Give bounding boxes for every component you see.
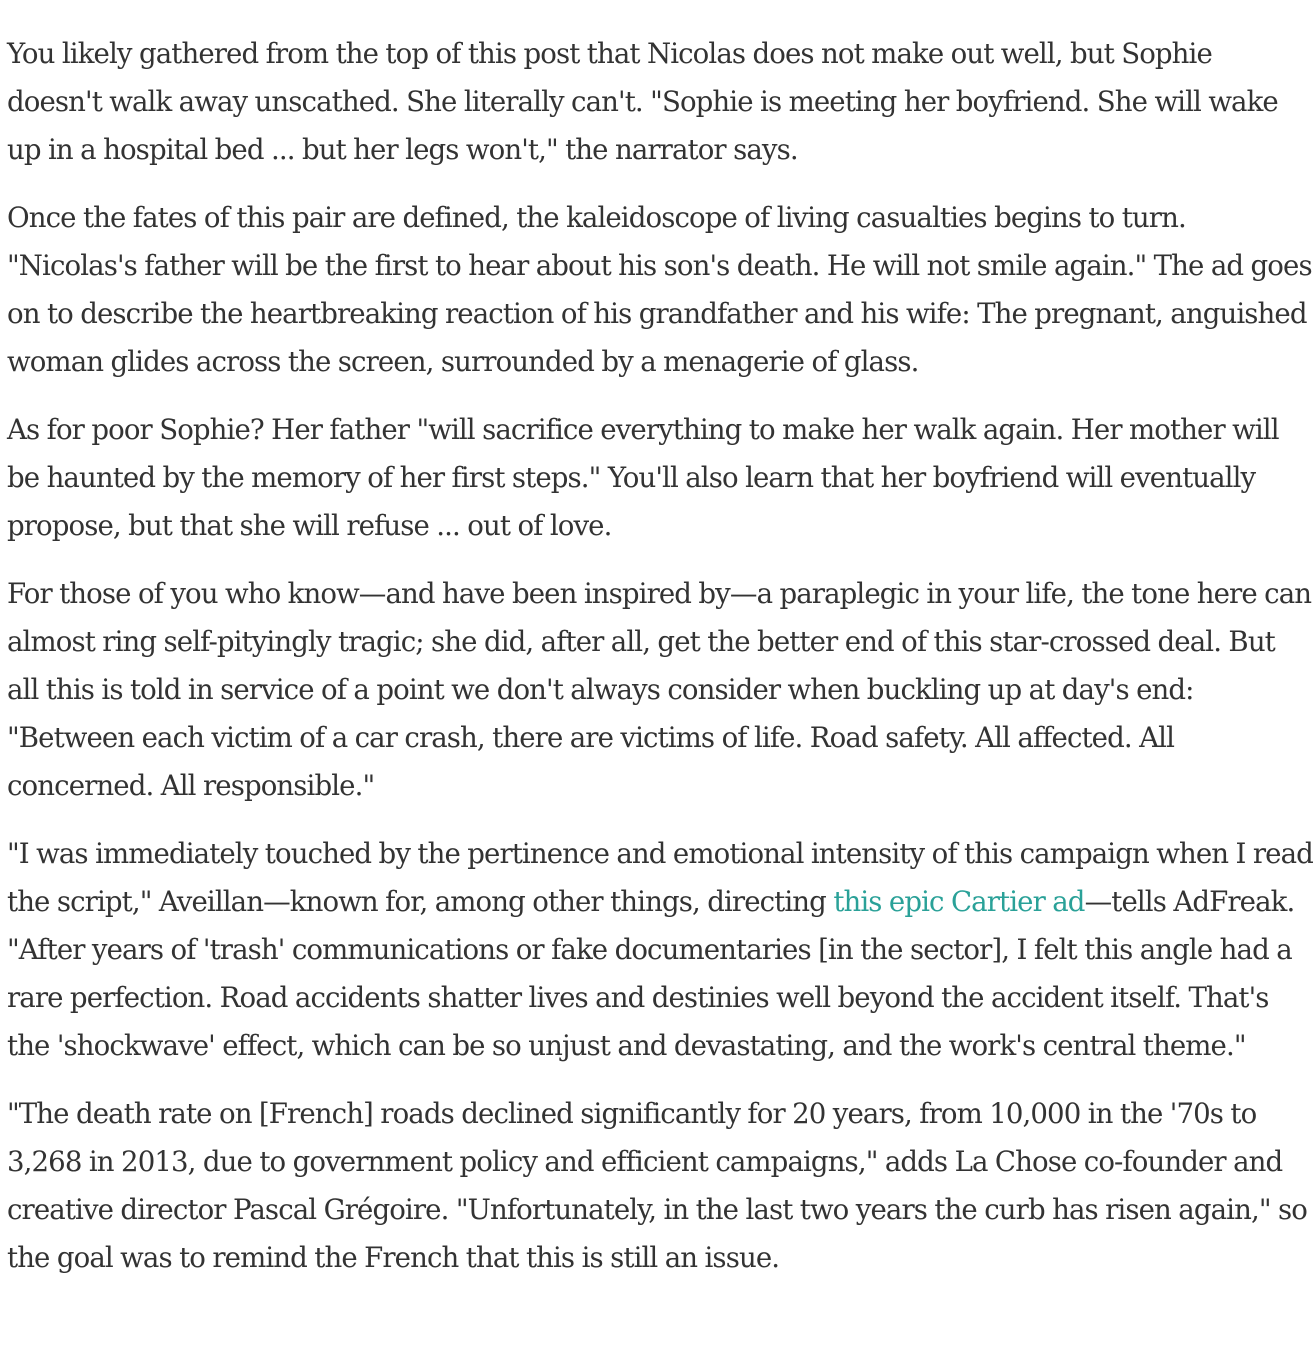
paragraph-5-text-before: "I was immediately touched by the pertinence and emotional intensity of this campaign when I read the script," Aveillan—known for, among other things, directing [7, 837, 1313, 918]
cartier-ad-link[interactable]: this epic Cartier ad [833, 885, 1085, 918]
paragraph-5-text-after: —tells AdFreak. "After years of 'trash' communications or fake documentaries [in the sector], I felt this angle had a rare perfection. Road accidents shatter lives and destinies well beyond the accident itself. That's the 'shockwave' effect, which can be so unjust and devastating, and the work's central theme." [7, 885, 1295, 1062]
paragraph-2: Once the fates of this pair are defined, the kaleidoscope of living casualties begins to turn. "Nicolas's father will be the first to hear about his son's death. He will not smile again." The ad goes on to describe the heartbreaking reaction of his grandfather and his wife: The pregnant, anguished woman glides across the screen, surrounded by a menagerie of glass. [7, 201, 1312, 378]
paragraph-6: "The death rate on [French] roads declined significantly for 20 years, from 10,000 in the '70s to 3,268 in 2013, due to government policy and efficient campaigns," adds La Chose co-founder and creative director Pascal Grégoire. "Unfortunately, in the last two years the curb has risen again," so the goal was to remind the French that this is still an issue. [7, 1097, 1307, 1274]
paragraph-5 [7, 830, 1313, 1070]
paragraph-3: As for poor Sophie? Her father "will sacrifice everything to make her walk again. Her mother will be haunted by the memory of her first steps." You'll also learn that her boyfriend will eventually propose, but that she will refuse ... out of love. [7, 413, 1279, 542]
paragraph-4: For those of you who know—and have been inspired by—a paraplegic in your life, the tone here can almost ring self-pityingly tragic; she did, after all, get the better end of this star-crossed deal. But all this is told in service of a point we don't always consider when buckling up at day's end: "Between each victim of a car crash, there are victims of life. Road safety. All affected. All concerned. All responsible." [7, 577, 1312, 802]
paragraph-1: You likely gathered from the top of this post that Nicolas does not make out well, but Sophie doesn't walk away unscathed. She literally can't. "Sophie is meeting her boyfriend. She will wake up in a hospital bed ... but her legs won't," the narrator says. [7, 37, 1278, 166]
